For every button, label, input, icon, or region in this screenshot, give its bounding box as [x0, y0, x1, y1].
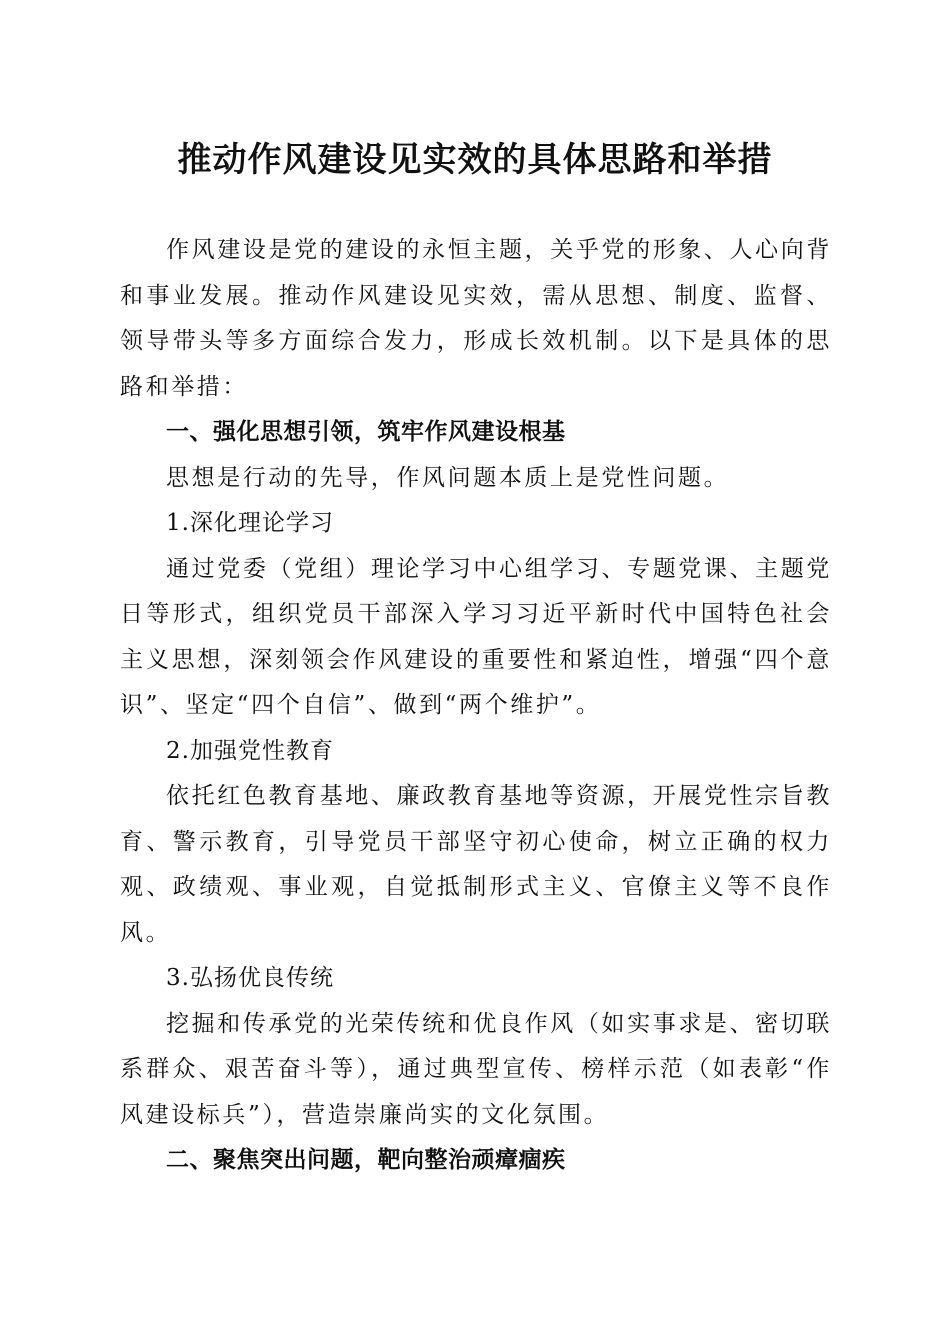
intro-paragraph: 作风建设是党的建设的永恒主题，关乎党的形象、人心向背和事业发展。推动作风建设见实效，需从思想、制度、监督、领导带头等多方面综合发力，形成长效机制。以下是具体的思路和举措： — [120, 237, 832, 400]
section-heading-1: 一、强化思想引领，筑牢作风建设根基 — [166, 419, 566, 445]
document-title: 推动作风建设见实效的具体思路和举措 — [177, 140, 773, 180]
paragraph-1-1: 通过党委（党组）理论学习中心组学习、专题党课、主题党日等形式，组织党员干部深入学习习近平新时代中国特色社会主义思想，深刻领会作风建设的重要性和紧迫性，增强“四个意识”、坚定“四个自信”、做到“两个维护”。 — [120, 555, 832, 718]
subheading-1-1: 1.深化理论学习 — [166, 510, 334, 536]
paragraph-1-2: 依托红色教育基地、廉政教育基地等资源，开展党性宗旨教育、警示教育，引导党员干部坚守初心使命，树立正确的权力观、政绩观、事业观，自觉抵制形式主义、官僚主义等不良作风。 — [120, 783, 832, 946]
subheading-1-3: 3.弘扬优良传统 — [166, 965, 334, 991]
paragraph-1-3: 挖掘和传承党的光荣传统和优良作风（如实事求是、密切联系群众、艰苦奋斗等），通过典型宣传、榜样示范（如表彰“作风建设标兵”），营造崇廉尚实的文化氛围。 — [120, 1010, 832, 1128]
section-1-lead-paragraph: 思想是行动的先导，作风问题本质上是党性问题。 — [166, 464, 730, 491]
document-body — [120, 228, 832, 1184]
section-heading-2: 二、聚焦突出问题，靶向整治顽瘴痼疾 — [166, 1147, 566, 1173]
subheading-1-2: 2.加强党性教育 — [166, 737, 334, 764]
